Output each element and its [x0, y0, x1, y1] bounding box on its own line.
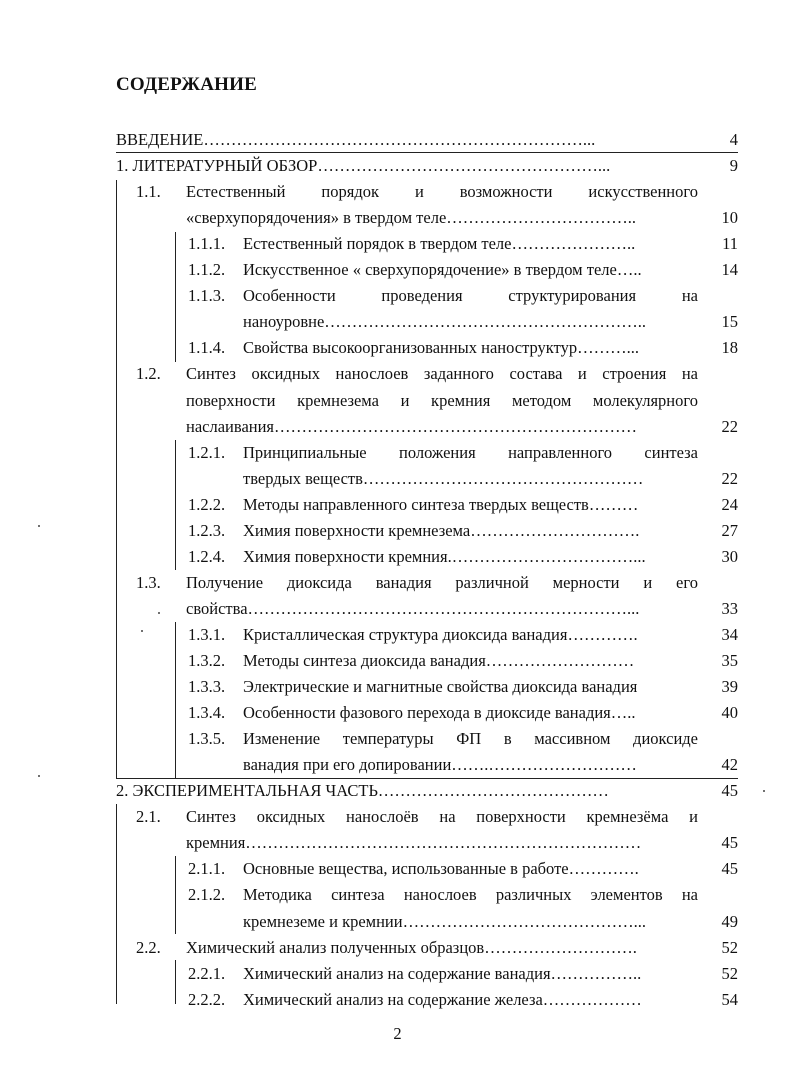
toc-entry-number: 2.1.2.	[188, 885, 226, 905]
toc-entry-page: 24	[721, 494, 738, 514]
toc-entry-title: твердых веществ……………………………………………	[243, 468, 644, 488]
toc-entry-page: 11	[722, 234, 738, 254]
toc-entry-line	[243, 752, 698, 778]
toc-entry-line	[186, 388, 698, 414]
toc-entry-number: 1.2.	[136, 364, 161, 384]
toc-entry-line	[116, 778, 698, 804]
chapter2-bracket-line	[116, 804, 117, 1004]
toc-entry-page: 10	[721, 208, 738, 228]
toc-entry-title: Свойства высокоорганизованных наноструктур………...	[243, 338, 639, 358]
toc-entry-title: наноуровне…………………………………………………..	[243, 312, 647, 332]
scan-speck	[158, 612, 160, 614]
toc-entry-line	[186, 205, 698, 231]
toc-entry-line	[186, 596, 698, 622]
toc-entry-line	[243, 987, 698, 1013]
section-2-1-bracket-line	[175, 856, 176, 934]
toc-entry-line	[243, 440, 698, 466]
toc-entry-page: 15	[721, 312, 738, 332]
toc-entry-line	[186, 570, 698, 596]
toc-entry-title: кремния………………………………………………………………	[186, 833, 642, 853]
toc-entry-number: 1.1.1.	[188, 234, 226, 254]
scan-speck	[38, 525, 40, 527]
section-1-2-bracket-line	[175, 440, 176, 570]
toc-entry-number: 2.2.2.	[188, 989, 226, 1009]
section-2-2-bracket-line	[175, 960, 176, 1004]
toc-entry-line	[243, 466, 698, 492]
toc-entry-page: 45	[721, 781, 738, 801]
toc-entry-number: 1.3.5.	[188, 729, 226, 749]
toc-entry-page: 9	[729, 156, 738, 176]
toc-entry-number: 1.2.4.	[188, 546, 226, 566]
toc-entry-title: Химия поверхности кремния.……………………………...	[243, 546, 646, 566]
toc-entry-number: 1.1.3.	[188, 286, 226, 306]
scan-speck	[38, 775, 40, 777]
toc-entry-title: Синтез оксидных нанослоев заданного состава и строения на	[186, 364, 698, 384]
toc-entry-number: 1.3.	[136, 572, 161, 592]
toc-entry-title: кремнеземе и кремнии……………………………………...	[243, 911, 646, 931]
toc-entry-line	[243, 909, 698, 935]
toc-entry-line	[243, 961, 698, 987]
toc-entry-line	[243, 335, 698, 361]
toc-entry-page: 22	[721, 468, 738, 488]
toc-entry-line	[243, 856, 698, 882]
toc-entry-title: Электрические и магнитные свойства диоксида ванадия	[243, 677, 638, 697]
toc-entry-line	[186, 414, 698, 440]
toc-entry-page: 4	[729, 130, 738, 149]
toc-entry-title: ВВЕДЕНИЕ……………………………………………………………...	[116, 130, 596, 149]
toc-entry-title: 2. ЭКСПЕРИМЕНТАЛЬНАЯ ЧАСТЬ……………………………………	[116, 781, 609, 801]
toc-entry-page: 22	[721, 416, 738, 436]
toc-entry-number: 1.2.1.	[188, 442, 226, 462]
toc-entry-title: Естественный порядок в твердом теле…………………..	[243, 234, 636, 254]
toc-entry-title: Синтез оксидных нанослоёв на поверхности кремнезёма и	[186, 807, 698, 827]
toc-entry-line	[243, 622, 698, 648]
toc-entry-page: 54	[721, 989, 738, 1009]
toc-entry-page: 42	[721, 755, 738, 775]
toc-entry-title: наслаивания…………………………………………………………	[186, 416, 638, 436]
toc-entry-line	[116, 153, 698, 179]
toc-entry-title: Кристаллическая структура диоксида ванадия………….	[243, 624, 638, 644]
page-title: СОДЕРЖАНИЕ	[116, 74, 257, 95]
toc-entry-page: 33	[721, 598, 738, 618]
toc-entry-page: 45	[721, 859, 738, 879]
toc-entry-title: Химия поверхности кремнезема………………………….	[243, 520, 640, 540]
toc-entry-number: 2.1.1.	[188, 859, 226, 879]
toc-entry-title: Получение диоксида ванадия различной мерности и его	[186, 572, 698, 592]
scan-speck	[763, 790, 765, 792]
toc-entry-number: 1.2.2.	[188, 494, 226, 514]
toc-entry-title: свойства……………………………………………………………...	[186, 598, 640, 618]
toc-entry-number: 1.1.	[136, 182, 161, 202]
toc-entry-page: 40	[721, 703, 738, 723]
toc-entry-title: Особенности фазового перехода в диоксиде ванадия…..	[243, 703, 636, 723]
toc-entry-number: 1.3.1.	[188, 624, 226, 644]
toc-entry-page: 34	[721, 624, 738, 644]
toc-entry-page: 52	[721, 937, 738, 957]
toc-entry-number: 1.2.3.	[188, 520, 226, 540]
toc-entry-page: 39	[721, 677, 738, 697]
toc-entry-line	[243, 231, 698, 257]
toc-entry-title: Естественный порядок и возможности искусственного	[186, 182, 698, 202]
toc-entry-number: 2.2.1.	[188, 963, 226, 983]
toc-entry-number: 1.3.4.	[188, 703, 226, 723]
toc-entry-line	[243, 674, 698, 700]
toc-entry-title: «сверхупорядочения» в твердом теле……………………………..	[186, 208, 637, 228]
toc-entry-page: 49	[721, 911, 738, 931]
toc-entry-page: 35	[721, 651, 738, 670]
toc-entry-line	[186, 830, 698, 856]
toc-entry-number: 1.1.4.	[188, 338, 226, 358]
toc-entry-line	[243, 309, 698, 335]
toc-entry-title: ванадия при его допировании…….………………………	[243, 755, 637, 775]
toc-entry-number: 1.3.3.	[188, 677, 226, 697]
toc-entry-number: 2.2.	[136, 937, 161, 957]
toc-entry-title: Принципиальные положения направленного синтеза	[243, 442, 698, 462]
toc-entry-line	[243, 492, 698, 518]
toc-entry-title: Методы синтеза диоксида ванадия………………………	[243, 651, 635, 670]
chapter1-bracket-line	[116, 180, 117, 778]
toc-entry-title: Химический анализ полученных образцов……………………….	[186, 937, 637, 957]
toc-entry-line	[186, 179, 698, 205]
toc-entry-line	[186, 804, 698, 830]
toc-entry-line	[243, 544, 698, 570]
scan-speck	[141, 630, 143, 632]
toc-entry-title: Химический анализ на содержание железа………………	[243, 989, 642, 1009]
toc-entry-line	[116, 127, 698, 153]
toc-entry-line	[243, 882, 698, 908]
toc-entry-line	[243, 518, 698, 544]
toc-entry-number: 1.3.2.	[188, 651, 226, 670]
toc-entry-line	[243, 283, 698, 309]
page-number: 2	[393, 1024, 402, 1043]
section-1-1-bracket-line	[175, 232, 176, 362]
toc-entry-title: 1. ЛИТЕРАТУРНЫЙ ОБЗОР……………………………………………...	[116, 156, 611, 176]
toc-entry-line	[243, 648, 698, 674]
toc-entry-title: Особенности проведения структурирования на	[243, 286, 698, 306]
toc-entry-page: 27	[721, 520, 738, 540]
toc-entry-line	[186, 935, 698, 961]
toc-entry-page: 18	[721, 338, 738, 358]
toc-entry-title: Методика синтеза нанослоев различных элементов на	[243, 885, 698, 905]
toc-entry-title: Химический анализ на содержание ванадия……………..	[243, 963, 642, 983]
toc-entry-title: Методы направленного синтеза твердых веществ………	[243, 494, 639, 514]
toc-entry-line	[243, 257, 698, 283]
toc-entry-page: 14	[721, 260, 738, 280]
toc-entry-number: 1.1.2.	[188, 260, 226, 280]
toc-entry-line	[243, 726, 698, 752]
toc-entry-number: 2.1.	[136, 807, 161, 827]
toc-entry-line	[186, 361, 698, 387]
toc-entry-title: Изменение температуры ФП в массивном диоксиде	[243, 729, 698, 749]
toc-entry-line	[243, 700, 698, 726]
section-1-3-bracket-line	[175, 622, 176, 778]
toc-entry-title: Искусственное « сверхупорядочение» в твердом теле…..	[243, 260, 642, 280]
toc-entry-page: 45	[721, 833, 738, 853]
toc-entry-page: 30	[721, 546, 738, 566]
toc-entry-page: 52	[721, 963, 738, 983]
toc-entry-title: поверхности кремнезема и кремния методом молекулярного	[186, 390, 698, 410]
toc-entry-title: Основные вещества, использованные в работе………….	[243, 859, 639, 879]
